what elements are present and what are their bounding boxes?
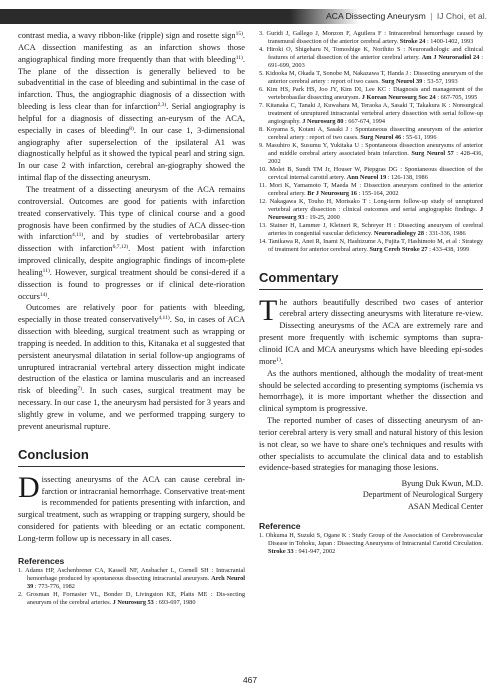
discussion-paragraph: contrast media, a wavy ribbon-like (ripple) sign and rosette sign$^{15)}$. ACA dissection manifesting as an infarction shows those angiographical finding more frequently than that with bleeding$^{11)}$. The plane of the dissection is generally believed to be subadventitial in the case of bleeding and subintimal in the case of infarction. Thus, the angiographic diagnosis of a dissection with bleeding is less clear than for infarction$^{2,3)}$. Serial angiography is helpful for a diagnosis of dissecting an-eurysm of the ACA, especially in cases of bleeding$^{8)}$. In our case 1, 3-dimensional angiography after superselection of the ipsilateral A1 was diagnostically helpful as it showed the typical pearl and string sign. In our case 2 with infarction, cerebral an-giography showed the intimal flap of the dissecting aneurysm.	[18, 31, 245, 183]
header-bar	[0, 9, 290, 24]
signature-name: Byung Duk Kwun, M.D.	[401, 479, 483, 489]
signature-department: Department of Neurological Surgery	[362, 490, 483, 500]
reference-list	[18, 567, 245, 607]
reference-heading: Reference	[259, 520, 301, 531]
reference-item: 8. Koyama S, Kotani A, Sasaki J : Spontaneous dissecting aneurysm of the anterior cerebral artery : report of two cases. Surg Neurol 46 : 55-61, 1996	[259, 125, 483, 141]
reference-list	[259, 532, 483, 556]
reference-item: 10. Molet B, Sundt TM Jr, Houser W, Piepgras DG : Spontaneous dissection of the cervical internal carotid artery. Ann Neurol 19 : 126-138, 1986	[259, 165, 483, 181]
commentary-paragraph: As the authors mentioned, although the modality of treat-ment should be selected according to presenting symptoms (ischemia vs hemorrhage), it is more important whether the dissection and clinical symptom is progressive.	[259, 368, 483, 414]
page-number: 467	[243, 675, 257, 685]
reference-item: 14. Tanikawa R, Anei R, Inami N, Hashizume A, Fujita T, Hashimoto M, et al : Strategy of treatment for anterior cerebral artery. Surg Cereb Stroke 27 : 433-438, 1999	[259, 237, 483, 253]
signature-center: ASAN Medical Center	[407, 501, 483, 511]
references-heading: References	[18, 555, 65, 566]
commentary-paragraph: The authors beautifully described two cases of anterior cerebral artery dissecting aneurysms with literature re-view. Dissecting aneurysms of the ACA are extremely rare and present more frequently with ischemic symptoms than supra-clinoid ICA and MCA aneurysms which have bleeding epi-sodes more$^{1)}$.	[259, 293, 483, 366]
reference-item: 2. Grosman H, Fornasier VL, Bonder D, Livingston KE, Platts ME : Dis-secting aneurysm of the cerebral arteries. J Neurosurg 53 : 693-697, 1980	[18, 590, 245, 606]
reference-item: 6. Kim HS, Park HS, Joo JY, Kim DI, Lee KC : Diagnosis and management of the vertebrobasilar dissecting aneurysm. J Korean Neurosurg Soc 24 : 667-705, 1995	[259, 85, 483, 101]
running-header	[0, 9, 500, 24]
left-column	[18, 30, 245, 607]
discussion-paragraph: Outcomes are relatively poor for patients with bleeding, especially in those treated conservatively$^{4,11)}$. So, in cases of ACA dissection with bleeding, surgical treatment such as wrapping or trapping is needed. In addition to this, Kitanaka et al suggested that persistent aneurysmal dilatation in serial follow-up angiograms of unruptured intracranial vertebral artery dissection might indicate destruction of the elastica or lamina muscularis and an increased risk of bleeding$^{7)}$. In such cases, surgical treatment may be necessary. In our case 1, the aneurysm had persisted for 3 years and slightly grew in volume, and we performed trapping surgery to prevent aneurismal rupture.	[18, 303, 245, 431]
conclusion-paragraph: Dissecting aneurysms of the ACA can cause cerebral in-farction or intracranial hemorrhage. Conservative treat-ment is recommended for patients presenting with infarction, and surgical treatment, such as wrapping or trapping surgery, should be considered for patients with bleeding or an ectatic component. Long-term follow up is necessary in all cases.	[18, 470, 245, 543]
drop-cap: T	[259, 293, 278, 327]
conclusion-heading: Conclusion	[18, 446, 89, 462]
reference-item: 12. Nakagawa K, Touho H, Morisako T : Long-term follow-up study of unruptured vertebral artery dissection : clinical outcomes and serial angiographic findings. J Neurosurg 93 : 19-25, 2000	[259, 197, 483, 221]
reference-item: 4. Hiroki O, Shigeharu N, Tomoshige K, Norihito S : Neuroradiologic and clinical features of arterial dissection of the anterior cerebral artery. Am J Neuroradiol 24 : 691-699, 2003	[259, 46, 483, 69]
commentary-paragraph: The reported number of cases of dissecting aneurysm of an-terior cerebral artery is very small and natural history of this lesion is not clear, so we have to share one's techniques and results with other specialists to accumulate the clinical data and to establish evidence-based strategies for managing those lesions.	[259, 416, 483, 473]
reference-item: 1. Adams HP, Aschenbrener CA, Kassell NF, Ansbacher L, Cornell SH : Intracranial hemorrhage produced by spontaneous dissecting intracranial aneurysm. Arch Neurol 39 : 773-776, 1982	[18, 566, 245, 590]
reference-item: 5. Kidooka M, Okada T, Sonobe M, Nakazawa T, Handa J : Dissecting aneurysm of the anterior cerebral artery : report of two cases. Surg Neurol 39 : 53-57, 1993	[259, 69, 483, 85]
reference-item: 13. Stainer H, Lammer J, Kleinert R, Schreyer H : Dissecting aneurysm of cerebral arteries in congenital vascular deficiency. Neuroradiology 28 : 331-336, 1986	[259, 221, 483, 237]
reference-item: 1. Ohkuma H, Suzuki S, Ogane K : Study Group of the Association of Cerebrovascular Disease in Tohoku, Japan : Dissecting Aneurysms of Intracranial Carotid Circulation. Stroke 33 : 941-947, 2002	[259, 531, 483, 555]
reference-list	[259, 30, 483, 253]
header-authors: IJ Choi, et al.	[436, 11, 487, 21]
header-separator: |	[430, 11, 433, 21]
drop-cap: D	[18, 470, 40, 504]
discussion-paragraph: The treatment of a dissecting aneurysm of the ACA remains controversial. Outcomes are good for patients with infarction treated conservatively. This type of clinical course and a good prognosis have been confirmed by the studies of ACA dissec-tion with infarction$^{4,11)}$, and by studies of vertebrobasilar artery dissection with infarction$^{6,7,12)}$. Most patient with infarction improved clinically, despite angiographic findings of incom-plete healing$^{11)}$. However, surgical treatment should be consi-dered if a dissection is found to progresses or if clinical dete-rioration occurs$^{14)}$.	[18, 184, 245, 301]
reference-item: 9. Masuhiro K, Susumu Y, Yukitaka U : Spontaneous dissection aneurysms of anterior and middle cerebral artery associated brain infarction. Surg Neurol 57 : 428-436, 2002	[259, 141, 483, 165]
commentary-heading: Commentary	[259, 269, 339, 285]
right-column	[259, 30, 483, 556]
header-title: ACA Dissecting Aneurysm	[326, 11, 426, 21]
reference-item: 7. Kitanaka C, Tanaki J, Kuwahara M, Teraoka A, Sasaki T, Takakura K : Nonsurgical treatment of unruptured intracranial vertebral artery dissection with serial follow-up angiography. J Neurosurg 80 : 667-674, 1994	[259, 101, 483, 125]
reference-item: 3. Guridi J, Gallego J, Monzon F, Aguilera F : Intracerebral hemorrhage caused by transmural dissection of the anterior cerebral artery. Stroke 24 : 1400-1402, 1993	[259, 30, 483, 45]
reference-item: 11. Mori K, Yamamoto T, Maeda M : Dissection aneurysm confined to the anterior cerebral artery. Br J Neurosurg 16 : 155-164, 2002	[259, 181, 483, 197]
header-text	[326, 10, 487, 23]
